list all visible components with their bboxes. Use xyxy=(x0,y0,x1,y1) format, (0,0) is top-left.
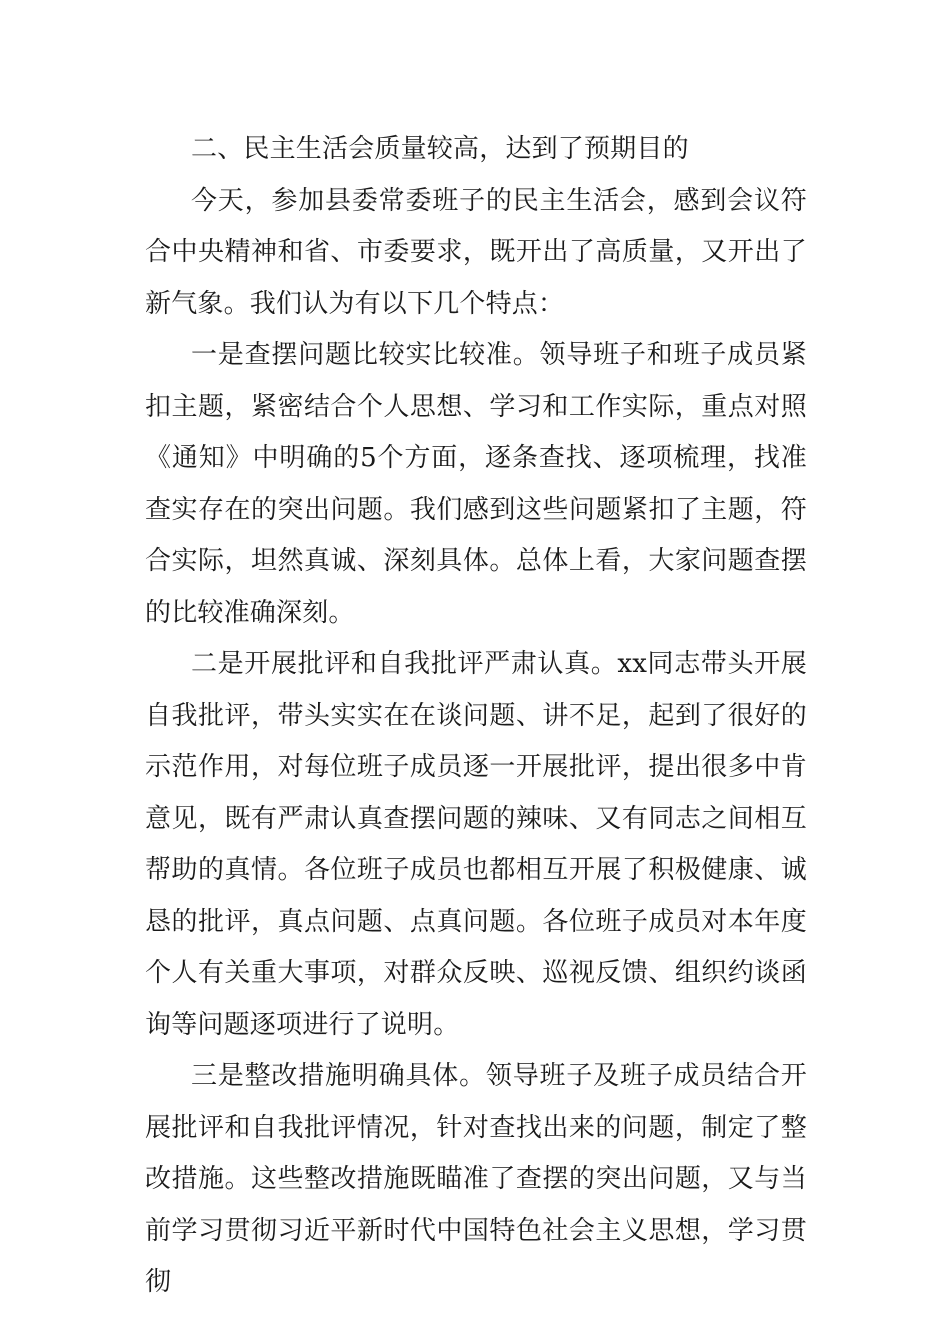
paragraph-point-one: 一是查摆问题比较实比较准。领导班子和班子成员紧扣主题，紧密结合个人思想、学习和工作实际，重点对照《通知》中明确的5个方面，逐条查找、逐项梳理，找准查实存在的突出问题。我们感到这些问题紧扣了主题，符合实际，坦然真诚、深刻具体。总体上看，大家问题查摆的比较准确深刻。 xyxy=(145,340,807,628)
document-body xyxy=(145,124,807,1309)
paragraph-point-two: 二是开展批评和自我批评严肃认真。xx同志带头开展自我批评，带头实实在在谈问题、讲不足，起到了很好的示范作用，对每位班子成员逐一开展批评，提出很多中肯意见，既有严肃认真查摆问题的辣味、又有同志之间相互帮助的真情。各位班子成员也都相互开展了积极健康、诚恳的批评，真点问题、点真问题。各位班子成员对本年度个人有关重大事项，对群众反映、巡视反馈、组织约谈函询等问题逐项进行了说明。 xyxy=(145,649,807,1040)
paragraph-intro: 今天，参加县委常委班子的民主生活会，感到会议符合中央精神和省、市委要求，既开出了高质量，又开出了新气象。我们认为有以下几个特点： xyxy=(145,185,807,319)
paragraph-point-three: 三是整改措施明确具体。领导班子及班子成员结合开展批评和自我批评情况，针对查找出来的问题，制定了整改措施。这些整改措施既瞄准了查摆的突出问题，又与当前学习贯彻习近平新时代中国特色社会主义思想，学习贯彻 xyxy=(145,1061,807,1297)
section-heading: 二、民主生活会质量较高，达到了预期目的 xyxy=(191,134,689,164)
